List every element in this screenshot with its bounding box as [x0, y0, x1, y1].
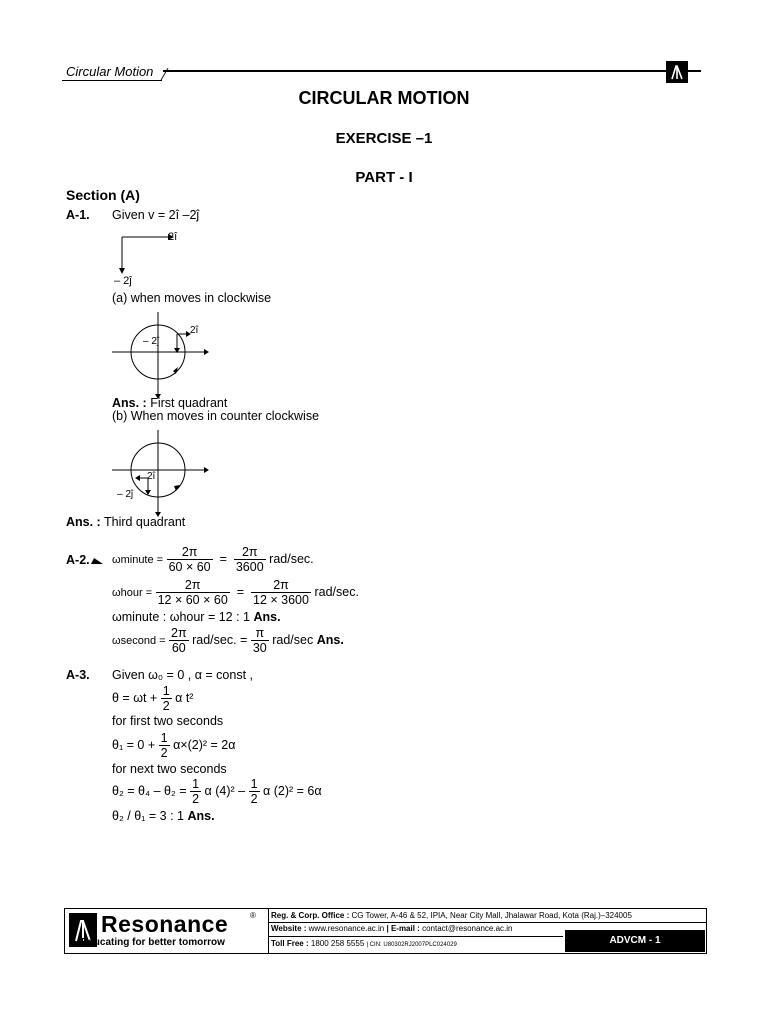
a2-omega-minute: ωminute = $\frac{2\pi}{60 \times 60}$ = $\frac{2\pi}{3600}$ rad/sec.: [112, 545, 314, 574]
footer-contact: Website : www.resonance.ac.in | E-mail : contact@resonance.ac.in: [271, 924, 513, 933]
pencil-icon: [90, 556, 104, 566]
question-label-a1: A-1.: [66, 208, 90, 222]
page-title: CIRCULAR MOTION: [298, 88, 470, 108]
a1-answer-b: Ans. : Third quadrant: [66, 515, 186, 529]
a3-ratio: θ₂ / θ₁ = 3 : 1 Ans.: [112, 809, 215, 823]
a1-answer-a: Ans. : First quadrant: [112, 396, 228, 410]
a2-ratio: ωminute : ωhour = 12 : 1 Ans.: [112, 610, 281, 624]
header-rule-long: [163, 70, 701, 72]
vec-j-label: – 2ĵ: [114, 275, 132, 287]
a3-theta1: θ₁ = 0 + $\frac{1}{2}$ α×(2)² = 2α: [112, 731, 236, 760]
diag-b-j-label: – 2ĵ: [117, 489, 134, 500]
footer-toll: Toll Free : 1800 258 5555 | CIN: U80302RJ2007PLC024029: [271, 939, 457, 948]
vec-i-label: 2î: [168, 231, 178, 243]
resonance-mark-icon: [666, 61, 688, 83]
footer-office: Reg. & Corp. Office : CG Tower, A-46 & 52, IPIA, Near City Mall, Jhalawar Road, Kota (Raj.)–324005: [271, 911, 632, 920]
a3-first-two: for first two seconds: [112, 714, 224, 728]
question-label-a2: A-2.: [66, 553, 104, 567]
diag-a-j-label: – 2ĵ: [143, 336, 160, 347]
a3-next-two: for next two seconds: [112, 762, 227, 776]
a2-omega-second: ωsecond = $\frac{2\pi}{60}$ rad/sec. = $\frac{\pi}{30}$ rad/sec Ans.: [112, 626, 344, 655]
a1-given: Given v = 2î –2ĵ: [112, 208, 200, 222]
a3-theta-eq: θ = ωt + $\frac{1}{2}$ α t²: [112, 684, 194, 713]
question-label-a3: A-3.: [66, 668, 90, 682]
running-title: Circular Motion: [66, 64, 154, 79]
a2-omega-hour: ωhour = $\frac{2\pi}{12 \times 60 \times 60}$ = $\frac{2\pi}{12 \times 3600}$ rad/sec.: [112, 578, 359, 607]
diag-a-i-label: 2î: [190, 325, 199, 336]
a3-theta2: θ₂ = θ₄ – θ₂ = $\frac{1}{2}$ α (4)² – $\frac{1}{2}$ α (2)² = 6α: [112, 777, 322, 806]
counterclockwise-circle-diagram: [110, 428, 210, 518]
brand-name: Resonance: [101, 911, 229, 937]
brand-tagline: Educating for better tomorrow: [81, 937, 225, 948]
registered-mark: ®: [250, 911, 256, 920]
clockwise-circle-diagram: [110, 310, 210, 400]
part-title: PART - I: [355, 169, 413, 186]
a3-given: Given ω₀ = 0 , α = const ,: [112, 668, 253, 682]
resonance-logo: [67, 911, 265, 951]
footer-box: [64, 908, 707, 954]
a1-case-b: (b) When moves in counter clockwise: [112, 409, 320, 423]
section-heading: Section (A): [66, 187, 140, 203]
page-code: ADVCM - 1: [565, 930, 705, 952]
diag-b-i-label: 2î: [147, 471, 156, 482]
a1-case-a: (a) when moves in clockwise: [112, 291, 272, 305]
exercise-title: EXERCISE –1: [335, 130, 433, 147]
header-rule: [62, 80, 162, 81]
vector-components-diagram: [112, 228, 192, 278]
